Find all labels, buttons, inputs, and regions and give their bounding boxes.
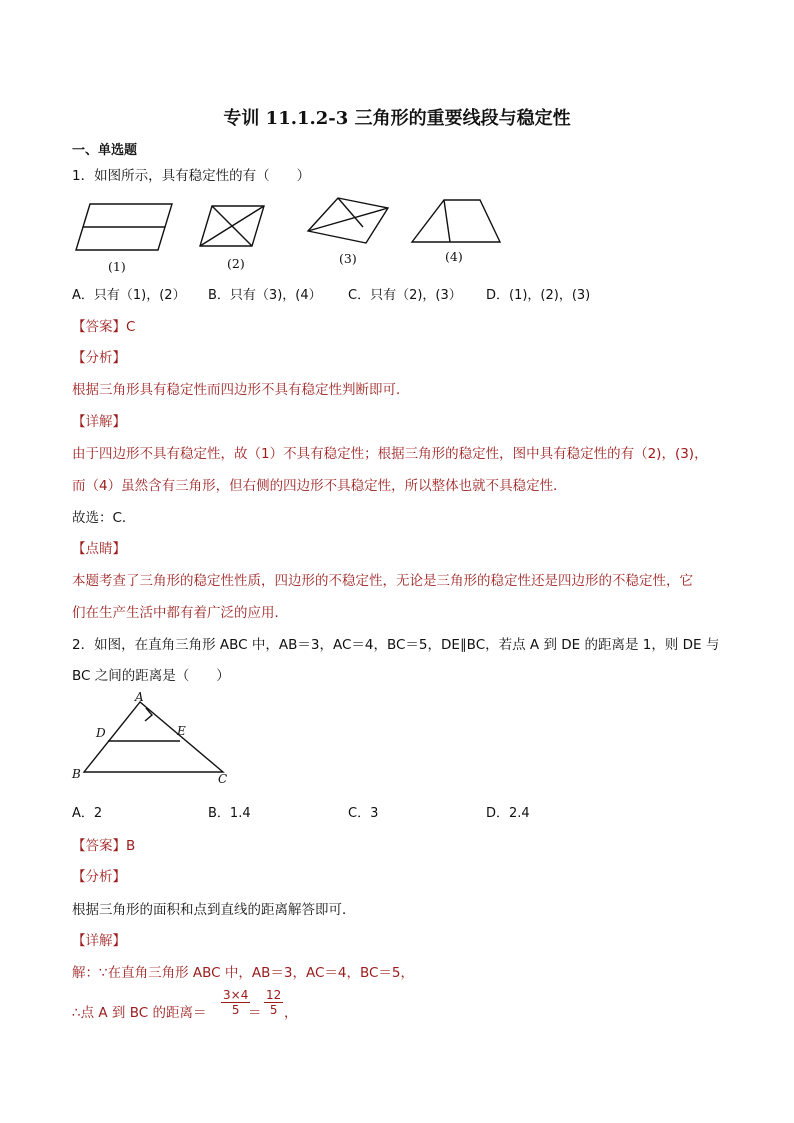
q1-option-d: D．(1)，(2)，(3) — [486, 288, 591, 303]
q2-answer-tag: 【答案】 — [72, 838, 126, 854]
q1-comment-line-1: 本题考查了三角形的稳定性性质，四边形的不稳定性，无论是三角形的稳定性还是四边形的不稳定性，它 — [72, 573, 693, 589]
label-d: D — [96, 726, 106, 740]
q1-option-a: A．只有（1)，(2） — [72, 288, 186, 303]
q2-triangle-figure — [68, 690, 238, 790]
q1-figures — [70, 196, 510, 276]
q1-answer-tag: 【答案】 — [72, 319, 126, 335]
figure-3-quadrilateral-diagonal — [308, 198, 388, 243]
q2-option-a: A．2 — [72, 806, 103, 821]
q2-option-d: D．2.4 — [486, 806, 530, 821]
fraction-numerator: 3×4 — [223, 988, 249, 1002]
figure-4-triangle-and-quadrilateral — [412, 200, 500, 242]
q1-detail-line-2: 而（4）虽然含有三角形，但右侧的四边形不具稳定性，所以整体也就不具稳定性． — [72, 478, 567, 494]
figure-1-caption: (1) — [108, 259, 126, 274]
fraction-denominator: 5 — [231, 1003, 240, 1017]
q1-analysis: 根据三角形具有稳定性而四边形不具有稳定性判断即可． — [72, 382, 410, 398]
fraction-12-over-5 — [264, 988, 283, 1017]
trailing-comma: ， — [284, 1005, 298, 1021]
q1-conclusion: 故选：C． — [72, 510, 136, 526]
q1-option-b: B．只有（3)，(4） — [208, 288, 322, 303]
q2-stem-line-1: 2．如图，在直角三角形 ABC 中，AB＝3，AC＝4，BC＝5，DE∥BC，若点 A 到 DE 的距离是 1，则 DE 与 — [72, 637, 720, 653]
figure-2-caption: (2) — [227, 256, 245, 271]
q1-analysis-tag: 【分析】 — [72, 350, 126, 366]
page-title: 专训 11.1.2-3 三角形的重要线段与稳定性 — [223, 108, 571, 129]
q2-analysis: 根据三角形的面积和点到直线的距离解答即可． — [72, 902, 356, 918]
equals-sign: ＝ — [248, 1005, 262, 1021]
q1-stem: 1．如图所示，具有稳定性的有（ ） — [72, 168, 311, 184]
section-heading: 一、单选题 — [72, 143, 138, 158]
fraction-3x4-over-5 — [221, 988, 250, 1017]
fraction-numerator: 12 — [266, 988, 282, 1002]
q2-analysis-tag: 【分析】 — [72, 869, 126, 885]
q2-option-b: B．1.4 — [208, 806, 251, 821]
fraction-denominator: 5 — [269, 1003, 278, 1017]
label-e: E — [177, 724, 186, 738]
q1-answer-row — [72, 315, 135, 335]
q1-comment-line-2: 们在生产生活中都有着广泛的应用． — [72, 605, 288, 621]
q1-detail-tag: 【详解】 — [72, 414, 126, 430]
figure-2-parallelogram-diagonals — [200, 206, 264, 246]
right-angle-mark — [145, 708, 152, 721]
q1-comment-tag: 【点睛】 — [72, 541, 126, 557]
figure-1-parallelogram — [76, 204, 172, 250]
label-a: A — [135, 690, 144, 704]
q1-answer: C — [126, 319, 136, 335]
q1-detail-line-1: 由于四边形不具有稳定性，故（1）不具有稳定性；根据三角形的稳定性，图中具有稳定性的有（2)，(3)， — [72, 446, 708, 462]
figure-4-caption: (4) — [445, 249, 463, 264]
figure-3-caption: (3) — [339, 251, 357, 266]
q2-detail-line-1: 解：∵在直角三角形 ABC 中，AB＝3，AC＝4，BC＝5， — [72, 965, 414, 981]
q2-answer-row — [72, 834, 135, 854]
q2-detail-line-2-prefix: ∴点 A 到 BC 的距离＝ — [72, 1005, 207, 1021]
q2-answer: B — [126, 838, 136, 854]
label-b: B — [72, 767, 81, 781]
q2-detail-tag: 【详解】 — [72, 933, 126, 949]
label-c: C — [218, 772, 228, 786]
q1-option-c: C．只有（2)，(3） — [348, 288, 462, 303]
q2-option-c: C．3 — [348, 806, 379, 821]
q2-stem-line-2: BC 之间的距离是（ ） — [72, 668, 230, 684]
